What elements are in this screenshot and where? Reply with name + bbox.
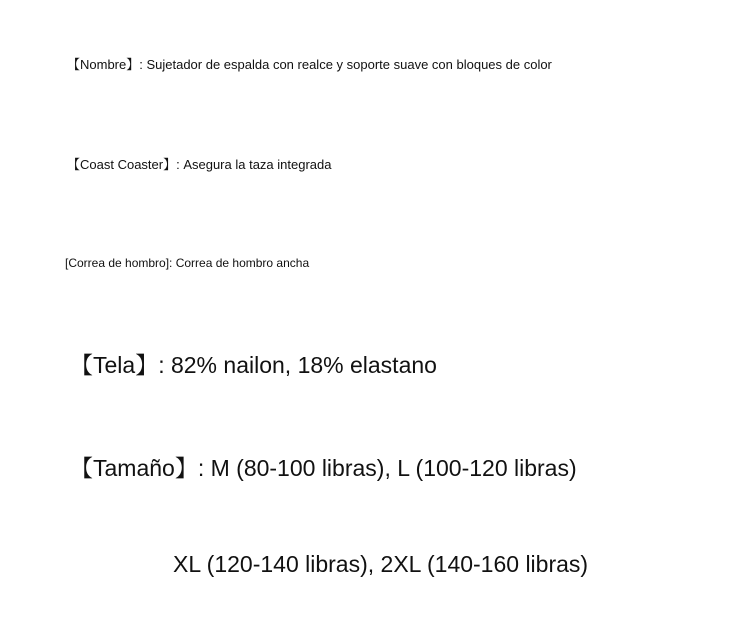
spec-name-line: 【Nombre】: Sujetador de espalda con realce y soporte suave con bloques de color (67, 57, 552, 72)
spec-fabric-line: 【Tela】: 82% nailon, 18% elastano (70, 352, 437, 378)
spec-coast-coaster-line: 【Coast Coaster】: Asegura la taza integrada (67, 157, 332, 172)
spec-size-continued-line: XL (120-140 libras), 2XL (140-160 libras) (173, 551, 589, 577)
spec-size-line: 【Tamaño】: M (80-100 libras), L (100-120 libras) (70, 455, 577, 481)
spec-shoulder-strap-line: [Correa de hombro]: Correa de hombro ancha (65, 256, 310, 270)
